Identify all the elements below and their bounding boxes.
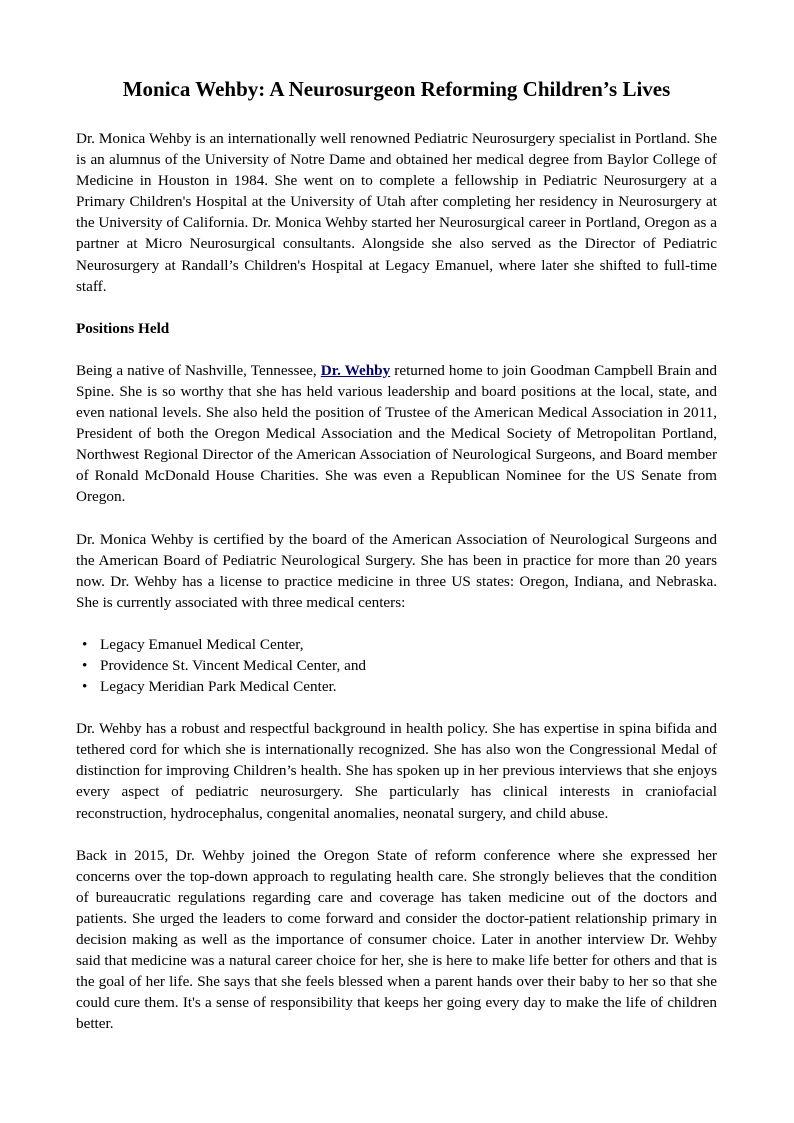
dr-wehby-link[interactable]: Dr. Wehby [320,361,391,379]
list-item: • Legacy Meridian Park Medical Center. [76,676,717,697]
document-body [76,74,717,1034]
bullet-icon: • [82,678,88,696]
certification-paragraph: Dr. Monica Wehby is certified by the board of the American Association of Neurological Surgeons and the American Board of Pediatric Neurological Surgery. She has been in practice for more than 20 years now. Dr. Wehby has a license to practice medicine in three US states: Oregon, Indiana, and Nebraska. She is currently associated with three medical centers: [76,530,717,611]
list-item: • Legacy Emanuel Medical Center, [76,634,717,655]
paragraph-text: returned home to join Goodman Campbell Brain and Spine. She is so worthy that she has held various leadership and board positions at the local, state, and even national levels. She also held the position of Trustee of the American Medical Association in 2011, President of both the Oregon Medical Association and the Medical Society of Metropolitan Portland, Northwest Regional Director of the American Association of Neurological Surgeons, and Board member of Ronald McDonald House Charities. She was even a Republican Nominee for the US Senate from Oregon. [76,361,717,506]
page-title: Monica Wehby: A Neurosurgeon Reforming Children’s Lives [122,77,671,101]
section-heading-positions: Positions Held [76,319,170,337]
bullet-icon: • [82,635,88,653]
list-item: • Providence St. Vincent Medical Center, and [76,655,717,676]
positions-paragraph [76,360,717,508]
medical-centers-list [76,634,717,697]
bullet-icon: • [82,656,88,674]
intro-paragraph: Dr. Monica Wehby is an internationally well renowned Pediatric Neurosurgery specialist in Portland. She is an alumnus of the University of Notre Dame and obtained her medical degree from Baylor College of Medicine in Houston in 1984. She went on to complete a fellowship in Pediatric Neurosurgery at a Primary Children's Hospital at the University of Utah after completing her residency in Neurosurgery at the University of California. Dr. Monica Wehby started her Neurosurgical career in Portland, Oregon as a partner at Micro Neurosurgical consultants. Alongside she also served as the Director of Pediatric Neurosurgery at Randall’s Children's Hospital at Legacy Emanuel, where later she shifted to full-time staff. [76,130,717,295]
health-policy-paragraph: Dr. Wehby has a robust and respectful background in health policy. She has expertise in spina bifida and tethered cord for which she is internationally recognized. She has also won the Congressional Medal of distinction for improving Children’s health. She has spoken up in her previous interviews that she enjoys every aspect of pediatric neurosurgery. She particularly has clinical interests in craniofacial reconstruction, hydrocephalus, congenital anomalies, neonatal surgery, and child abuse. [76,720,717,822]
reform-paragraph: Back in 2015, Dr. Wehby joined the Oregon State of reform conference where she expressed her concerns over the top-down approach to regulating health care. She strongly believes that the condition of bureaucratic regulations regarding care and coverage has taken medicine out of the doctors and patients. She urged the leaders to come forward and consider the doctor-patient relationship primary in decision making as well as the importance of consumer choice. Later in another interview Dr. Wehby said that medicine was a natural career choice for her, she is here to make life better for others and that is the goal of her life. She says that she feels blessed when a parent hands over their baby to her so that she could cure them. It's a sense of responsibility that keeps her going every day to make the life of children better. [76,846,717,1033]
paragraph-text: Being a native of Nashville, Tennessee, [76,361,321,379]
